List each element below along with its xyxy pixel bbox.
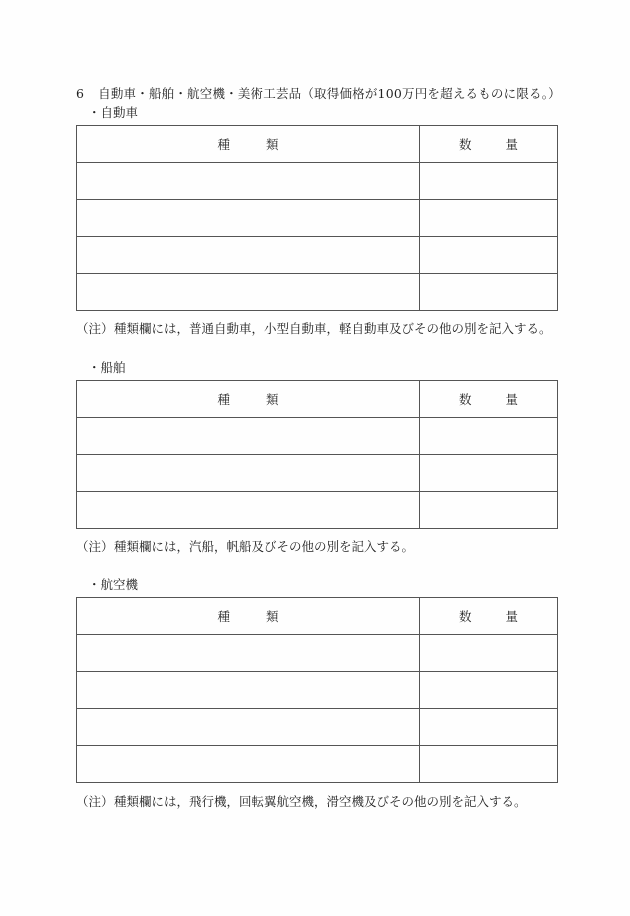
aircraft-table: [76, 597, 558, 783]
kind-cell[interactable]: [77, 672, 420, 709]
note-automobile: [76, 319, 552, 337]
table-row: [77, 492, 558, 529]
subheading-ship: ・船舶: [88, 360, 126, 375]
quantity-cell[interactable]: [420, 237, 558, 274]
table-row: [77, 455, 558, 492]
kind-cell[interactable]: [77, 709, 420, 746]
section-number: 6: [76, 86, 85, 101]
table-header-row: [77, 126, 558, 163]
column-header-quantity: 数 量: [420, 126, 558, 163]
table-row: [77, 709, 558, 746]
table-row: [77, 237, 558, 274]
quantity-cell[interactable]: [420, 274, 558, 311]
column-header-kind: 種 類: [77, 126, 420, 163]
note-label: （注）: [76, 321, 114, 336]
kind-cell[interactable]: [77, 274, 420, 311]
table-row: [77, 746, 558, 783]
note-ship: [76, 537, 414, 555]
table-row: [77, 200, 558, 237]
quantity-cell[interactable]: [420, 492, 558, 529]
note-label: （注）: [76, 794, 114, 809]
table-header-row: [77, 598, 558, 635]
column-header-quantity: 数 量: [420, 381, 558, 418]
note-label: （注）: [76, 539, 114, 554]
column-header-quantity: 数 量: [420, 598, 558, 635]
table-row: [77, 672, 558, 709]
quantity-cell[interactable]: [420, 746, 558, 783]
table-row: [77, 163, 558, 200]
ship-table: [76, 380, 558, 529]
subheading-automobile: ・自動車: [88, 105, 139, 120]
column-header-kind: 種 類: [77, 598, 420, 635]
kind-cell[interactable]: [77, 492, 420, 529]
automobile-table: [76, 125, 558, 311]
note-text: 種類欄には，飛行機，回転翼航空機，滑空機及びその他の別を記入する。: [114, 794, 527, 809]
quantity-cell[interactable]: [420, 418, 558, 455]
quantity-cell[interactable]: [420, 635, 558, 672]
quantity-cell[interactable]: [420, 200, 558, 237]
quantity-cell[interactable]: [420, 163, 558, 200]
note-text: 種類欄には，普通自動車，小型自動車，軽自動車及びその他の別を記入する。: [114, 321, 552, 336]
kind-cell[interactable]: [77, 455, 420, 492]
subheading-aircraft: ・航空機: [88, 577, 139, 592]
kind-cell[interactable]: [77, 163, 420, 200]
kind-cell[interactable]: [77, 237, 420, 274]
table-row: [77, 635, 558, 672]
note-aircraft: [76, 792, 527, 810]
quantity-cell[interactable]: [420, 455, 558, 492]
table-header-row: [77, 381, 558, 418]
kind-cell[interactable]: [77, 418, 420, 455]
section-title: 自動車・船舶・航空機・美術工芸品（取得価格が100万円を超えるものに限る。）: [98, 86, 561, 101]
table-row: [77, 274, 558, 311]
quantity-cell[interactable]: [420, 672, 558, 709]
kind-cell[interactable]: [77, 200, 420, 237]
quantity-cell[interactable]: [420, 709, 558, 746]
kind-cell[interactable]: [77, 746, 420, 783]
kind-cell[interactable]: [77, 635, 420, 672]
table-row: [77, 418, 558, 455]
note-text: 種類欄には，汽船，帆船及びその他の別を記入する。: [114, 539, 415, 554]
column-header-kind: 種 類: [77, 381, 420, 418]
section-heading: [76, 84, 561, 102]
